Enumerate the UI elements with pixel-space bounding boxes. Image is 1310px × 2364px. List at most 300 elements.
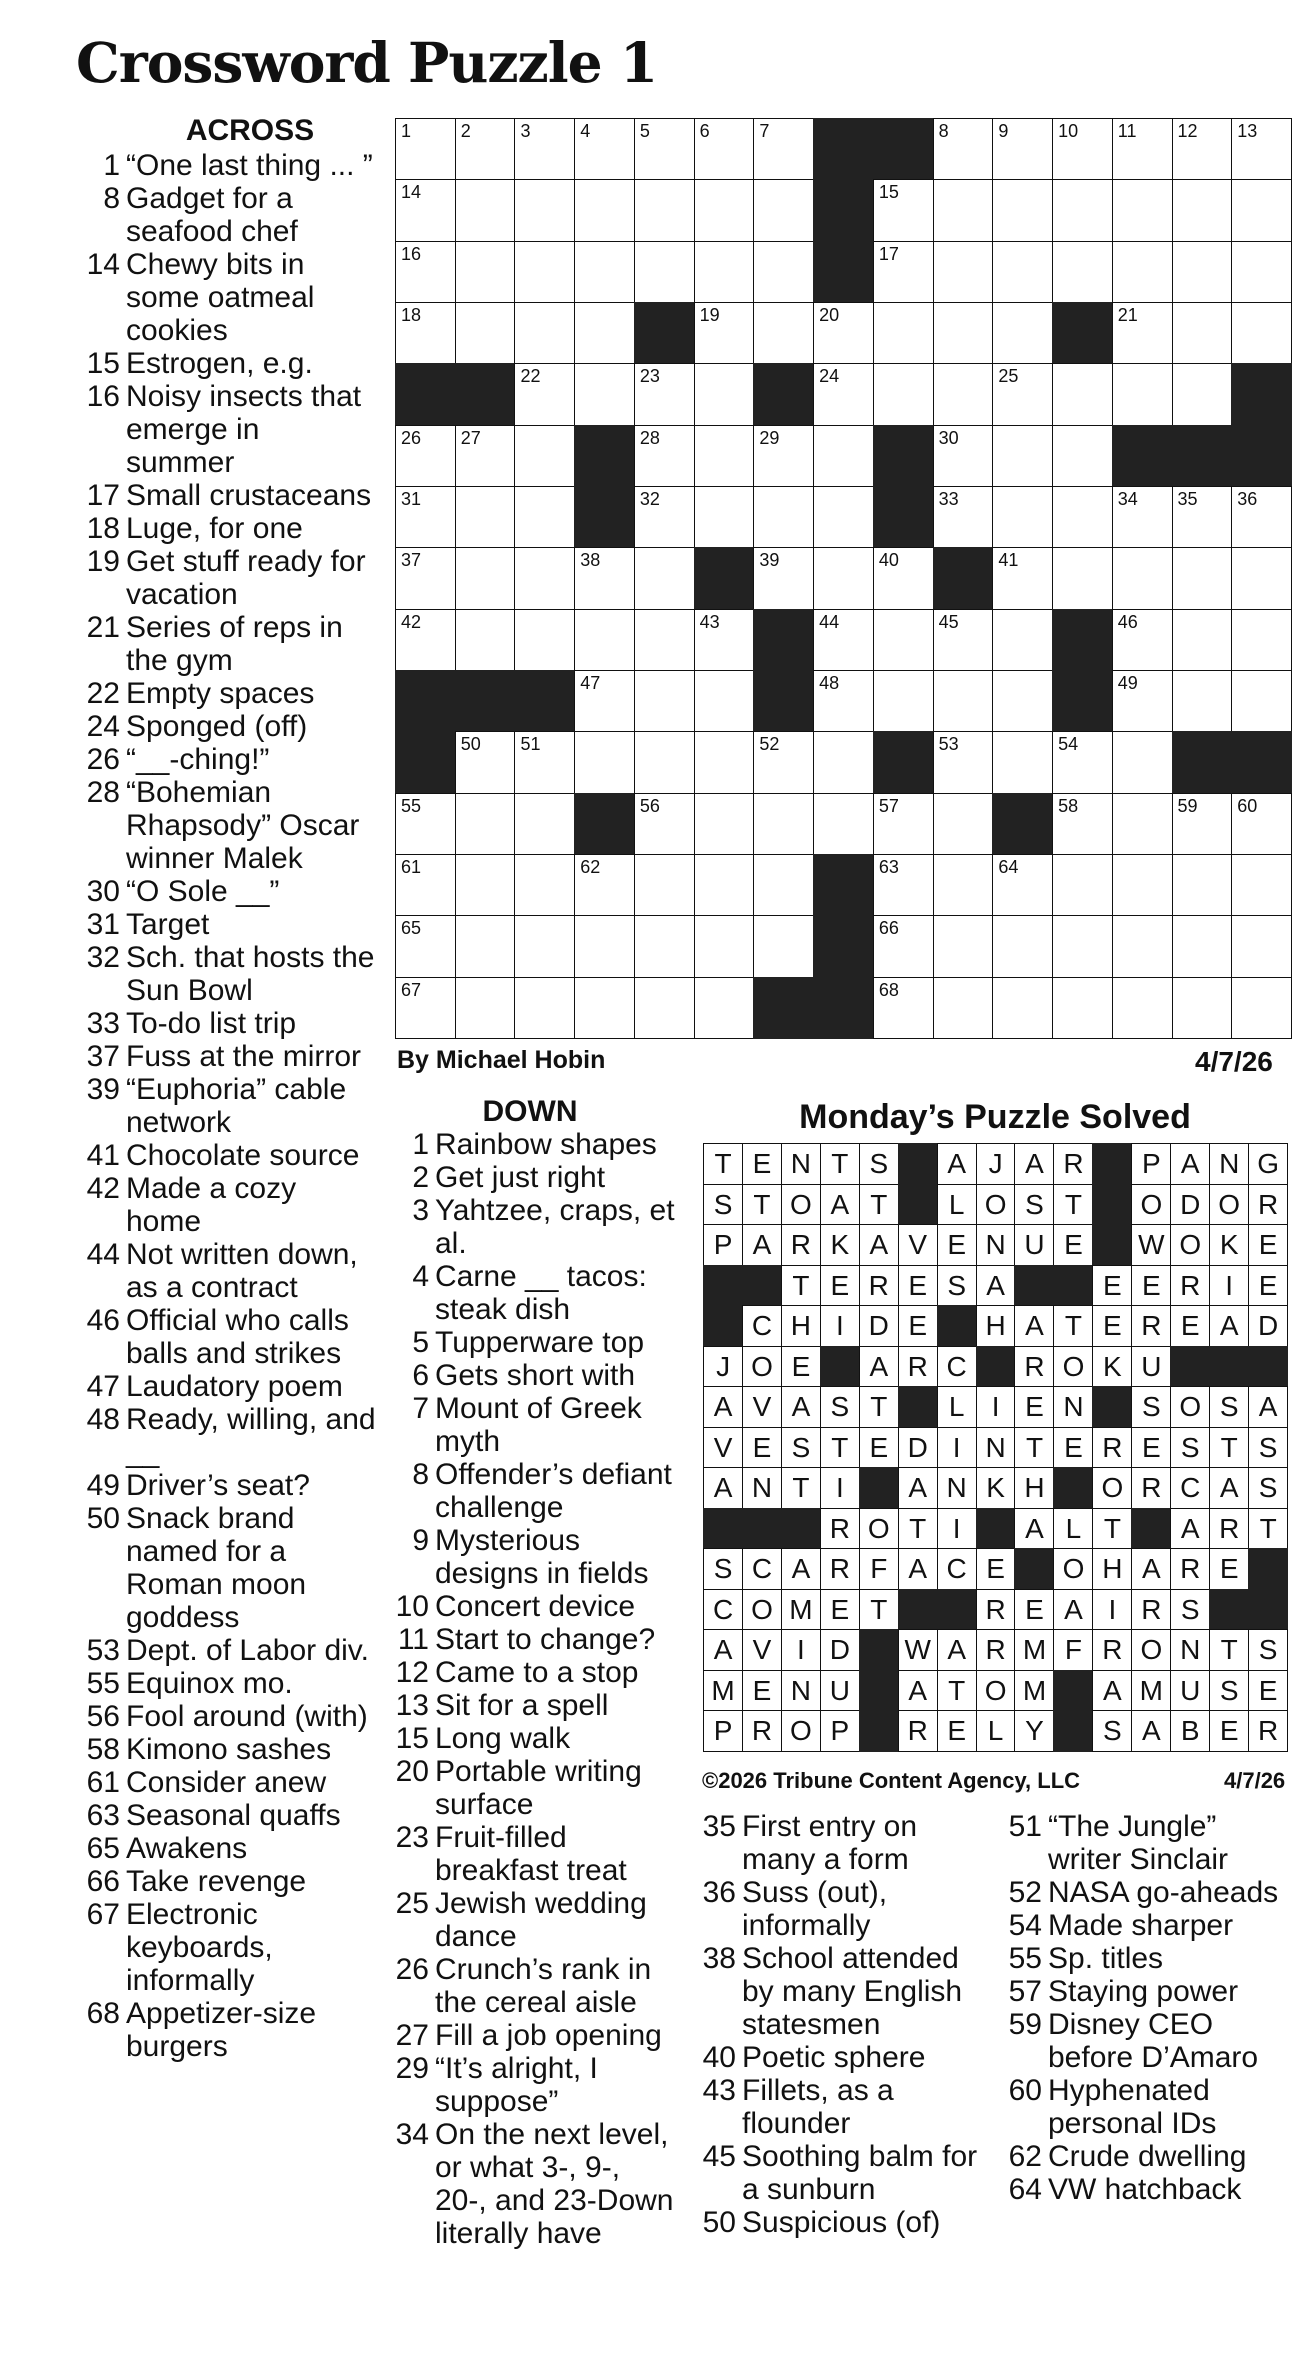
cell-number: 16 (401, 243, 422, 264)
grid-cell[interactable] (455, 731, 516, 794)
grid-cell[interactable] (753, 915, 814, 978)
grid-cell[interactable] (634, 977, 695, 1040)
clue-number: 8 (412, 1458, 429, 1491)
grid-cell[interactable] (933, 241, 994, 304)
grid-cell[interactable] (1172, 670, 1233, 733)
solution-cell: O (781, 1710, 821, 1752)
grid-cell[interactable] (1052, 854, 1113, 917)
grid-cell[interactable] (753, 118, 814, 181)
solution-cell: S (1014, 1184, 1054, 1226)
cell-number: 65 (401, 918, 422, 939)
grid-cell[interactable] (574, 241, 635, 304)
solution-cell: N (976, 1224, 1016, 1266)
grid-cell[interactable] (1052, 179, 1113, 242)
grid-cell[interactable] (395, 977, 456, 1040)
grid-cell[interactable] (873, 670, 934, 733)
clue-item (76, 545, 376, 611)
grid-cell[interactable] (1172, 118, 1233, 181)
clue-number: 60 (1008, 2074, 1042, 2107)
grid-cell[interactable] (1172, 609, 1233, 672)
grid-cell[interactable] (455, 302, 516, 365)
solution-cell: E (1248, 1670, 1288, 1712)
grid-cell[interactable] (753, 241, 814, 304)
grid-cell[interactable] (813, 793, 874, 856)
grid-cell[interactable] (514, 977, 575, 1040)
grid-cell[interactable] (395, 547, 456, 610)
solution-cell: O (859, 1508, 899, 1550)
grid-cell[interactable] (753, 425, 814, 488)
grid-cell[interactable] (694, 670, 755, 733)
grid-cell[interactable] (992, 915, 1053, 978)
solution-cell: A (859, 1224, 899, 1266)
grid-cell[interactable] (1052, 486, 1113, 549)
grid-cell[interactable] (813, 731, 874, 794)
solution-cell: U (820, 1670, 860, 1712)
grid-cell[interactable] (514, 731, 575, 794)
grid-cell[interactable] (992, 486, 1053, 549)
grid-block (1172, 731, 1233, 794)
solution-cell: T (859, 1386, 899, 1428)
grid-cell[interactable] (1231, 302, 1292, 365)
cell-number: 40 (878, 550, 899, 571)
grid-cell[interactable] (992, 977, 1053, 1040)
grid-cell[interactable] (873, 363, 934, 426)
solution-block (898, 1589, 938, 1631)
grid-block (514, 670, 575, 733)
grid-cell[interactable] (873, 241, 934, 304)
grid-cell[interactable] (694, 854, 755, 917)
solution-cell: A (1170, 1508, 1210, 1550)
clue-text: Seasonal quaffs (126, 1799, 341, 1832)
grid-cell[interactable] (514, 425, 575, 488)
clue-item (76, 941, 376, 1007)
cell-number: 21 (1117, 305, 1138, 325)
grid-cell[interactable] (1112, 670, 1173, 733)
grid-cell[interactable] (1052, 915, 1113, 978)
grid-cell[interactable] (455, 977, 516, 1040)
grid-cell[interactable] (753, 547, 814, 610)
grid-cell[interactable] (1172, 302, 1233, 365)
grid-block (1172, 425, 1233, 488)
grid-cell[interactable] (694, 425, 755, 488)
grid-cell[interactable] (873, 854, 934, 917)
solution-block (1092, 1184, 1132, 1226)
grid-cell[interactable] (753, 854, 814, 917)
grid-cell[interactable] (873, 179, 934, 242)
solution-cell: L (976, 1710, 1016, 1752)
grid-cell[interactable] (1112, 854, 1173, 917)
grid-cell[interactable] (1052, 547, 1113, 610)
grid-cell[interactable] (1172, 179, 1233, 242)
grid-cell[interactable] (574, 731, 635, 794)
solution-title: Monday’s Puzzle Solved (799, 1098, 1191, 1136)
grid-cell[interactable] (992, 179, 1053, 242)
grid-cell[interactable] (992, 670, 1053, 733)
clue-item (385, 2052, 677, 2118)
clue-item (998, 2173, 1298, 2206)
grid-cell[interactable] (1172, 547, 1233, 610)
grid-cell[interactable] (1052, 118, 1113, 181)
grid-cell[interactable] (514, 302, 575, 365)
solution-cell: R (1131, 1467, 1171, 1509)
grid-cell[interactable] (1231, 670, 1292, 733)
clue-number: 50 (702, 2206, 736, 2239)
grid-cell[interactable] (455, 179, 516, 242)
grid-cell[interactable] (455, 915, 516, 978)
grid-cell[interactable] (1172, 854, 1233, 917)
grid-cell[interactable] (1112, 118, 1173, 181)
cell-number: 58 (1058, 795, 1079, 816)
grid-cell[interactable] (395, 118, 456, 181)
solution-cell: A (1014, 1143, 1054, 1185)
grid-cell[interactable] (395, 425, 456, 488)
grid-cell[interactable] (694, 363, 755, 426)
grid-cell[interactable] (455, 118, 516, 181)
clue-number: 48 (86, 1403, 120, 1436)
grid-cell[interactable] (634, 425, 695, 488)
solution-cell: E (937, 1224, 977, 1266)
solution-cell: L (937, 1184, 977, 1226)
grid-cell[interactable] (753, 179, 814, 242)
grid-cell[interactable] (753, 302, 814, 365)
clue-item (76, 908, 376, 941)
grid-cell[interactable] (574, 609, 635, 672)
grid-cell[interactable] (873, 793, 934, 856)
grid-cell[interactable] (514, 486, 575, 549)
grid-cell[interactable] (574, 977, 635, 1040)
grid-cell[interactable] (395, 915, 456, 978)
clue-text: Electronic keyboards, informally (126, 1898, 273, 1997)
grid-cell[interactable] (1231, 977, 1292, 1040)
solution-cell: O (1131, 1184, 1171, 1226)
grid-cell[interactable] (574, 670, 635, 733)
grid-cell[interactable] (992, 609, 1053, 672)
grid-cell[interactable] (634, 670, 695, 733)
grid-cell[interactable] (694, 731, 755, 794)
grid-cell[interactable] (514, 118, 575, 181)
clue-text: Fill a job opening (435, 2019, 662, 2052)
grid-cell[interactable] (1231, 915, 1292, 978)
grid-cell[interactable] (1231, 609, 1292, 672)
grid-cell[interactable] (694, 118, 755, 181)
grid-cell[interactable] (514, 854, 575, 917)
grid-cell[interactable] (992, 854, 1053, 917)
grid-cell[interactable] (1231, 547, 1292, 610)
grid-cell[interactable] (753, 486, 814, 549)
solution-block (937, 1589, 977, 1631)
solution-cell: O (976, 1670, 1016, 1712)
solution-cell: A (781, 1386, 821, 1428)
grid-cell[interactable] (813, 363, 874, 426)
clue-text: Not written down, as a contract (126, 1238, 358, 1304)
grid-cell[interactable] (1231, 118, 1292, 181)
grid-cell[interactable] (694, 977, 755, 1040)
grid-cell[interactable] (694, 241, 755, 304)
solution-cell: S (781, 1427, 821, 1469)
clue-text: Chocolate source (126, 1139, 360, 1172)
clue-text: Noisy insects that emerge in summer (126, 380, 362, 479)
grid-cell[interactable] (992, 118, 1053, 181)
clue-number: 51 (1008, 1810, 1042, 1843)
grid-cell[interactable] (514, 609, 575, 672)
grid-cell[interactable] (694, 915, 755, 978)
cell-number: 60 (1237, 795, 1258, 816)
grid-cell[interactable] (1112, 609, 1173, 672)
grid-cell[interactable] (514, 793, 575, 856)
clue-text: “Euphoria” cable network (126, 1073, 347, 1139)
grid-cell[interactable] (1231, 241, 1292, 304)
grid-cell[interactable] (873, 977, 934, 1040)
grid-cell[interactable] (873, 915, 934, 978)
grid-block (873, 486, 934, 549)
grid-cell[interactable] (1112, 793, 1173, 856)
grid-cell[interactable] (1231, 486, 1292, 549)
clue-number: 26 (395, 1953, 429, 1986)
grid-cell[interactable] (395, 179, 456, 242)
grid-cell[interactable] (1112, 547, 1173, 610)
grid-cell[interactable] (634, 915, 695, 978)
grid-cell[interactable] (992, 302, 1053, 365)
grid-cell[interactable] (634, 118, 695, 181)
grid-cell[interactable] (634, 609, 695, 672)
grid-cell[interactable] (933, 179, 994, 242)
grid-cell[interactable] (634, 547, 695, 610)
grid-cell[interactable] (1231, 793, 1292, 856)
grid-cell[interactable] (574, 854, 635, 917)
grid-cell[interactable] (634, 854, 695, 917)
clue-item (76, 875, 376, 908)
solution-grid (703, 1143, 1287, 1751)
grid-cell[interactable] (455, 547, 516, 610)
grid-cell[interactable] (514, 179, 575, 242)
clue-text: Poetic sphere (742, 2041, 926, 2074)
clue-item (76, 1403, 376, 1469)
clue-item (692, 1876, 982, 1942)
grid-cell[interactable] (873, 609, 934, 672)
solution-block (859, 1629, 899, 1671)
clue-number: 38 (702, 1942, 736, 1975)
clue-item (385, 1128, 677, 1161)
clue-number: 9 (412, 1524, 429, 1557)
grid-cell[interactable] (455, 854, 516, 917)
cell-number: 13 (1237, 121, 1258, 141)
grid-cell[interactable] (1112, 363, 1173, 426)
grid-cell[interactable] (1112, 731, 1173, 794)
grid-cell[interactable] (873, 302, 934, 365)
grid-cell[interactable] (873, 547, 934, 610)
clue-number: 10 (395, 1590, 429, 1623)
grid-cell[interactable] (694, 609, 755, 672)
grid-cell[interactable] (395, 302, 456, 365)
grid-cell[interactable] (455, 241, 516, 304)
grid-cell[interactable] (1172, 363, 1233, 426)
grid-cell[interactable] (574, 179, 635, 242)
cell-number: 47 (580, 673, 601, 693)
grid-cell[interactable] (455, 425, 516, 488)
grid-cell[interactable] (574, 363, 635, 426)
grid-cell[interactable] (634, 363, 695, 426)
grid-cell[interactable] (992, 547, 1053, 610)
solution-cell: T (1209, 1629, 1249, 1671)
solution-cell: W (1131, 1224, 1171, 1266)
grid-cell[interactable] (813, 302, 874, 365)
cell-number: 24 (819, 366, 840, 387)
grid-cell[interactable] (1052, 731, 1113, 794)
grid-cell[interactable] (1112, 915, 1173, 978)
grid-cell[interactable] (1172, 793, 1233, 856)
solution-cell: O (781, 1184, 821, 1226)
grid-cell[interactable] (1052, 241, 1113, 304)
clue-number: 45 (702, 2140, 736, 2173)
grid-cell[interactable] (933, 363, 994, 426)
grid-cell[interactable] (813, 547, 874, 610)
clue-number: 55 (86, 1667, 120, 1700)
grid-cell[interactable] (395, 486, 456, 549)
grid-cell[interactable] (1052, 363, 1113, 426)
grid-cell[interactable] (813, 486, 874, 549)
grid-cell[interactable] (933, 854, 994, 917)
solution-cell: C (742, 1548, 782, 1590)
grid-cell[interactable] (514, 241, 575, 304)
grid-cell[interactable] (1172, 915, 1233, 978)
grid-cell[interactable] (933, 302, 994, 365)
grid-cell[interactable] (813, 609, 874, 672)
clue-text: School attended by many English statesmen (742, 1942, 963, 2041)
grid-cell[interactable] (1112, 179, 1173, 242)
clue-item (385, 1359, 677, 1392)
solution-cell: I (820, 1305, 860, 1347)
solution-cell: D (859, 1305, 899, 1347)
cell-number: 66 (878, 918, 899, 939)
grid-cell[interactable] (933, 670, 994, 733)
solution-cell: I (1092, 1589, 1132, 1631)
clue-number: 2 (412, 1161, 429, 1194)
solution-cell: I (781, 1629, 821, 1671)
grid-cell[interactable] (1112, 241, 1173, 304)
grid-cell[interactable] (933, 915, 994, 978)
clue-number: 34 (395, 2118, 429, 2151)
grid-cell[interactable] (1112, 486, 1173, 549)
cell-number: 30 (938, 427, 959, 448)
clue-text: Made sharper (1048, 1909, 1234, 1942)
grid-cell[interactable] (1231, 179, 1292, 242)
grid-cell[interactable] (992, 241, 1053, 304)
grid-cell[interactable] (694, 793, 755, 856)
clue-text: Fool around (with) (126, 1700, 368, 1733)
grid-cell[interactable] (1172, 486, 1233, 549)
grid-cell[interactable] (753, 731, 814, 794)
cell-number: 45 (938, 611, 959, 632)
grid-cell[interactable] (813, 425, 874, 488)
grid-cell[interactable] (395, 609, 456, 672)
clue-number: 3 (412, 1194, 429, 1227)
solution-cell: J (976, 1143, 1016, 1185)
solution-cell: W (898, 1629, 938, 1671)
grid-cell[interactable] (1112, 302, 1173, 365)
clue-item (998, 2008, 1298, 2074)
grid-cell[interactable] (634, 731, 695, 794)
grid-cell[interactable] (1052, 977, 1113, 1040)
grid-cell[interactable] (1052, 425, 1113, 488)
clue-text: Gets short with (435, 1359, 636, 1392)
solution-block (1092, 1143, 1132, 1185)
grid-cell[interactable] (694, 302, 755, 365)
grid-cell[interactable] (395, 854, 456, 917)
grid-cell[interactable] (1231, 854, 1292, 917)
grid-cell[interactable] (395, 241, 456, 304)
solution-cell: A (1170, 1143, 1210, 1185)
grid-cell[interactable] (1112, 977, 1173, 1040)
grid-cell[interactable] (634, 241, 695, 304)
grid-cell[interactable] (992, 363, 1053, 426)
grid-cell[interactable] (574, 118, 635, 181)
grid-cell[interactable] (634, 793, 695, 856)
solution-block (898, 1143, 938, 1185)
clue-number: 41 (86, 1139, 120, 1172)
clue-text: Official who calls balls and strikes (126, 1304, 349, 1370)
clue-text: NASA go-aheads (1048, 1876, 1279, 1909)
grid-cell[interactable] (933, 793, 994, 856)
clue-text: Carne __ tacos: steak dish (435, 1260, 647, 1326)
grid-cell[interactable] (694, 486, 755, 549)
grid-cell[interactable] (933, 425, 994, 488)
grid-cell[interactable] (1052, 793, 1113, 856)
grid-cell[interactable] (574, 302, 635, 365)
grid-cell[interactable] (514, 547, 575, 610)
grid-cell[interactable] (1172, 241, 1233, 304)
solution-block (1014, 1265, 1054, 1307)
grid-cell[interactable] (933, 486, 994, 549)
clue-number: 62 (1008, 2140, 1042, 2173)
clue-number: 55 (1008, 1942, 1042, 1975)
grid-cell[interactable] (455, 486, 516, 549)
grid-cell[interactable] (455, 609, 516, 672)
solution-cell: A (1092, 1670, 1132, 1712)
grid-cell[interactable] (992, 425, 1053, 488)
clue-number: 46 (86, 1304, 120, 1337)
clue-number: 15 (395, 1722, 429, 1755)
grid-cell[interactable] (694, 179, 755, 242)
grid-cell[interactable] (992, 731, 1053, 794)
grid-block (813, 915, 874, 978)
clue-text: Sponged (off) (126, 710, 308, 743)
clue-item (76, 1799, 376, 1832)
grid-cell[interactable] (395, 793, 456, 856)
grid-cell[interactable] (933, 731, 994, 794)
grid-cell[interactable] (933, 609, 994, 672)
page-title: Crossword Puzzle 1 (76, 30, 658, 95)
clue-item (76, 1634, 376, 1667)
grid-cell[interactable] (753, 793, 814, 856)
grid-cell[interactable] (634, 486, 695, 549)
grid-cell[interactable] (813, 670, 874, 733)
grid-cell[interactable] (574, 547, 635, 610)
solution-cell: R (1092, 1629, 1132, 1671)
clue-number: 7 (412, 1392, 429, 1425)
grid-cell[interactable] (455, 793, 516, 856)
grid-cell[interactable] (514, 363, 575, 426)
grid-cell[interactable] (933, 118, 994, 181)
grid-cell[interactable] (1172, 977, 1233, 1040)
grid-cell[interactable] (514, 915, 575, 978)
grid-cell[interactable] (574, 915, 635, 978)
grid-cell[interactable] (634, 179, 695, 242)
grid-block (873, 731, 934, 794)
grid-cell[interactable] (933, 977, 994, 1040)
clue-number: 24 (86, 710, 120, 743)
solution-cell: S (1248, 1427, 1288, 1469)
solution-cell: R (976, 1629, 1016, 1671)
